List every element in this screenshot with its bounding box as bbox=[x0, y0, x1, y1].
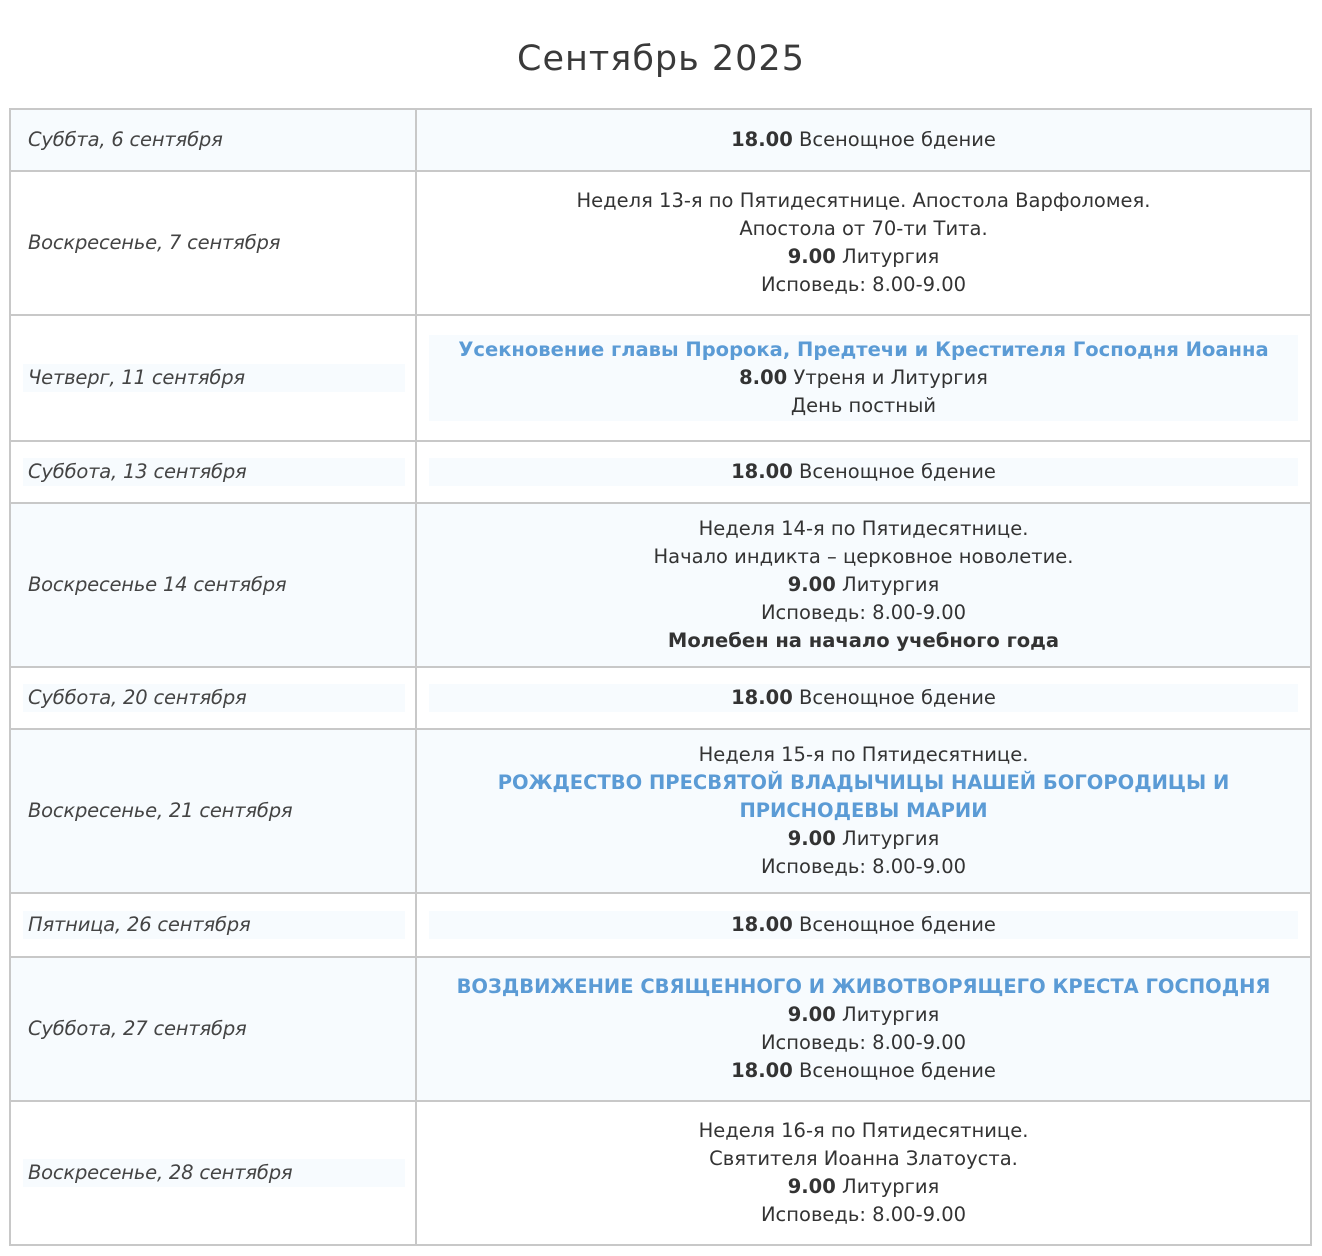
service-time: 18.00 bbox=[731, 1059, 793, 1082]
service-line bbox=[417, 1173, 1310, 1201]
date-label: Воскресенье, 28 сентября bbox=[23, 1159, 405, 1187]
date-cell bbox=[10, 441, 416, 503]
service-text: Литургия bbox=[835, 245, 940, 268]
date-label: Воскресенье 14 сентября bbox=[28, 573, 287, 596]
service-time: 8.00 bbox=[739, 366, 788, 389]
service-time: 18.00 bbox=[731, 686, 793, 709]
table-row bbox=[10, 893, 1311, 957]
service-cell bbox=[416, 729, 1311, 893]
service-line bbox=[417, 1001, 1310, 1029]
confession-line: Исповедь: 8.00-9.00 bbox=[760, 601, 967, 624]
table-row bbox=[10, 1101, 1311, 1245]
service-cell bbox=[416, 315, 1311, 441]
date-label: Суббота, 20 сентября bbox=[23, 684, 405, 712]
service-time: 9.00 bbox=[787, 1003, 836, 1026]
feast-title: Усекновение главы Пророка, Предтечи и Крестителя Господня Иоанна bbox=[458, 338, 1269, 361]
service-line bbox=[429, 911, 1298, 939]
table-row bbox=[10, 503, 1311, 667]
service-text: Литургия bbox=[835, 573, 940, 596]
confession-line: Исповедь: 8.00-9.00 bbox=[760, 1031, 967, 1054]
service-line bbox=[429, 364, 1298, 392]
service-time: 9.00 bbox=[787, 1175, 836, 1198]
service-cell bbox=[416, 441, 1311, 503]
service-text: Всенощное бдение bbox=[792, 460, 996, 483]
feast-title: РОЖДЕСТВО ПРЕСВЯТОЙ ВЛАДЫЧИЦЫ НАШЕЙ БОГОРОДИЦЫ И bbox=[497, 771, 1230, 794]
service-cell bbox=[416, 109, 1311, 171]
service-line bbox=[417, 1057, 1310, 1085]
service-text: Всенощное бдение bbox=[792, 686, 996, 709]
feast-title: ПРИСНОДЕВЫ МАРИИ bbox=[739, 799, 988, 822]
page-title: Сентябрь 2025 bbox=[517, 39, 805, 79]
service-text: Литургия bbox=[835, 827, 940, 850]
date-label: Суббота, 13 сентября bbox=[23, 458, 405, 486]
service-time: 9.00 bbox=[787, 827, 836, 850]
service-cell bbox=[416, 893, 1311, 957]
service-line: Неделя 15-я по Пятидесятнице. bbox=[698, 743, 1029, 766]
table-row bbox=[10, 441, 1311, 503]
service-line: Неделя 16-я по Пятидесятнице. bbox=[698, 1119, 1029, 1142]
date-cell bbox=[10, 957, 416, 1101]
service-line bbox=[417, 243, 1310, 271]
table-row bbox=[10, 315, 1311, 441]
table-row bbox=[10, 109, 1311, 171]
service-time: 18.00 bbox=[731, 913, 793, 936]
date-cell bbox=[10, 1101, 416, 1245]
table-row bbox=[10, 171, 1311, 315]
service-cell bbox=[416, 1101, 1311, 1245]
schedule-table bbox=[9, 108, 1312, 1246]
date-cell bbox=[10, 109, 416, 171]
table-row bbox=[10, 729, 1311, 893]
date-label: Суббта, 6 сентября bbox=[28, 128, 223, 151]
service-cell bbox=[416, 957, 1311, 1101]
feast-title: ВОЗДВИЖЕНИЕ СВЯЩЕННОГО И ЖИВОТВОРЯЩЕГО КРЕСТА ГОСПОДНЯ bbox=[456, 975, 1271, 998]
service-text: Всенощное бдение bbox=[792, 1059, 996, 1082]
service-time: 18.00 bbox=[731, 460, 793, 483]
service-line: Апостола от 70-ти Тита. bbox=[739, 217, 988, 240]
service-line: Начало индикта – церковное новолетие. bbox=[653, 545, 1074, 568]
date-label: Воскресенье, 7 сентября bbox=[28, 231, 281, 254]
service-text: Всенощное бдение bbox=[792, 128, 996, 151]
service-text: Литургия bbox=[835, 1003, 940, 1026]
date-cell bbox=[10, 667, 416, 729]
confession-line: Исповедь: 8.00-9.00 bbox=[760, 1203, 967, 1226]
moleben-line: Молебен на начало учебного года bbox=[667, 629, 1060, 652]
date-label: Пятница, 26 сентября bbox=[23, 911, 405, 939]
service-text: Всенощное бдение bbox=[792, 913, 996, 936]
table-row bbox=[10, 957, 1311, 1101]
service-line bbox=[429, 458, 1298, 486]
service-time: 9.00 bbox=[787, 245, 836, 268]
service-text: Утреня и Литургия bbox=[787, 366, 988, 389]
confession-line: Исповедь: 8.00-9.00 bbox=[760, 855, 967, 878]
service-line bbox=[417, 571, 1310, 599]
date-label: Четверг, 11 сентября bbox=[23, 364, 405, 392]
service-cell bbox=[416, 171, 1311, 315]
date-label: Воскресенье, 21 сентября bbox=[28, 799, 293, 822]
service-line: Святителя Иоанна Златоуста. bbox=[709, 1147, 1018, 1170]
service-time: 18.00 bbox=[731, 128, 793, 151]
table-row bbox=[10, 667, 1311, 729]
date-label: Суббота, 27 сентября bbox=[28, 1017, 247, 1040]
date-cell bbox=[10, 729, 416, 893]
service-line bbox=[417, 126, 1310, 154]
service-line: Неделя 14-я по Пятидесятнице. bbox=[698, 517, 1029, 540]
service-text: Литургия bbox=[835, 1175, 940, 1198]
confession-line: Исповедь: 8.00-9.00 bbox=[760, 273, 967, 296]
date-cell bbox=[10, 893, 416, 957]
fast-day-note: День постный bbox=[790, 394, 937, 417]
service-line bbox=[417, 825, 1310, 853]
service-cell bbox=[416, 667, 1311, 729]
service-time: 9.00 bbox=[787, 573, 836, 596]
date-cell bbox=[10, 503, 416, 667]
date-cell bbox=[10, 315, 416, 441]
service-cell bbox=[416, 503, 1311, 667]
service-line: Неделя 13-я по Пятидесятнице. Апостола Варфоломея. bbox=[576, 189, 1151, 212]
date-cell bbox=[10, 171, 416, 315]
service-line bbox=[429, 684, 1298, 712]
